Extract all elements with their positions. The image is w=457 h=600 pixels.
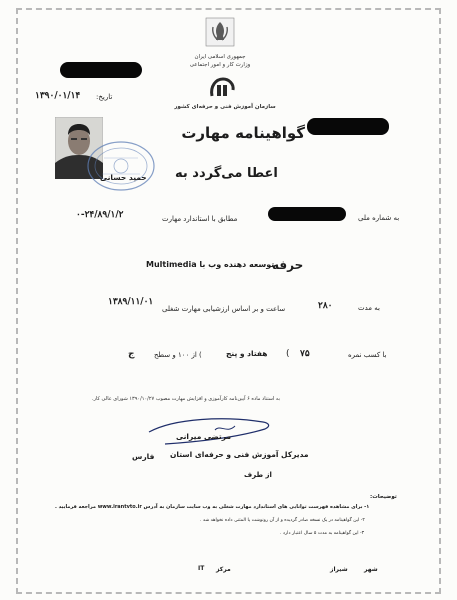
official-stamp — [86, 140, 156, 192]
signatory-title: مدیرکل آموزش فنی و حرفه‌ای استان — [170, 450, 309, 459]
evaluation-date: ۱۳۸۹/۱۱/۰۱ — [108, 297, 154, 307]
center-label: مرکز — [216, 566, 231, 573]
redacted-serial — [60, 62, 142, 78]
note-1-tail: مراجعه فرمایید . — [55, 504, 96, 510]
score-scale: ) از ۱۰۰ و سطح — [154, 351, 202, 359]
score-label: با کسب نمره — [348, 351, 387, 359]
signatory-province: فارس — [132, 452, 155, 461]
redacted-national-id — [268, 207, 346, 221]
certificate-title: گواهینامه مهارت — [181, 124, 305, 142]
notes-heading: توضیحات: — [370, 494, 397, 500]
website-link[interactable]: www.irantvto.ir — [97, 504, 142, 510]
score-value: ۷۵ — [300, 349, 310, 359]
score-words: هفتاد و پنج — [226, 349, 268, 358]
granted-label: اعطا می‌گردد به — [175, 166, 278, 181]
score-paren: ( — [286, 349, 290, 359]
score-level: ج — [128, 349, 135, 359]
duration-hours: ۲۸۰ — [318, 301, 333, 311]
on-behalf-of: از طرف — [244, 471, 272, 479]
center-value: IT — [198, 565, 205, 572]
standard-code: ۰-۲۴/۸۹/۱/۲ — [76, 210, 124, 220]
date-value: ۱۳۹۰/۰۱/۱۴ — [35, 91, 81, 101]
note-1-text: ۱- برای مشاهده فهرست توانایی های استاندارد مهارت شغلی به وب سایت سازمان به آدرس — [143, 504, 370, 510]
profession-value: توسعه دهنده وب با Multimedia — [146, 260, 275, 269]
duration-suffix: ساعت و بر اساس ارزشیابی مهارت شغلی — [162, 305, 286, 313]
note-1 — [55, 504, 369, 510]
note-3: ۳- این گواهینامه به مدت ۵ سال اعتبار دارد . — [280, 531, 365, 536]
duration-label: به مدت — [358, 304, 380, 312]
city-value: شیراز — [330, 566, 348, 573]
legal-basis: به استناد ماده ۶ آیین‌نامه کارآموزی و افزایش مهارت مصوب ۱۳۹۰/۱۰/۲۷ شورای عالی کار. — [92, 396, 280, 402]
ministry-name: وزارت کار و امور اجتماعی — [189, 62, 251, 68]
redacted-number — [307, 118, 389, 135]
note-2: ۲- این گواهینامه در یک نسخه صادر گردیده و از آن رونوشت یا المثنی داده نخواهد شد . — [200, 518, 365, 523]
national-id-label: به شماره ملی — [358, 214, 400, 222]
country-name: جمهوری اسلامی ایران — [194, 54, 246, 60]
profession-label: حرفه — [272, 258, 304, 272]
standard-label: مطابق با استاندارد مهارت — [162, 215, 238, 223]
signature — [145, 412, 275, 448]
organization-name: سازمان آموزش فنی و حرفه‌ای کشور — [174, 104, 276, 110]
date-label: تاریخ: — [96, 93, 113, 101]
signatory-name: مرتضی میرانی — [176, 432, 232, 441]
tvto-logo-icon — [208, 76, 236, 100]
holder-name: حمید حسانی — [100, 173, 147, 182]
iran-emblem-icon — [205, 17, 235, 47]
city-label: شهر — [364, 566, 378, 573]
